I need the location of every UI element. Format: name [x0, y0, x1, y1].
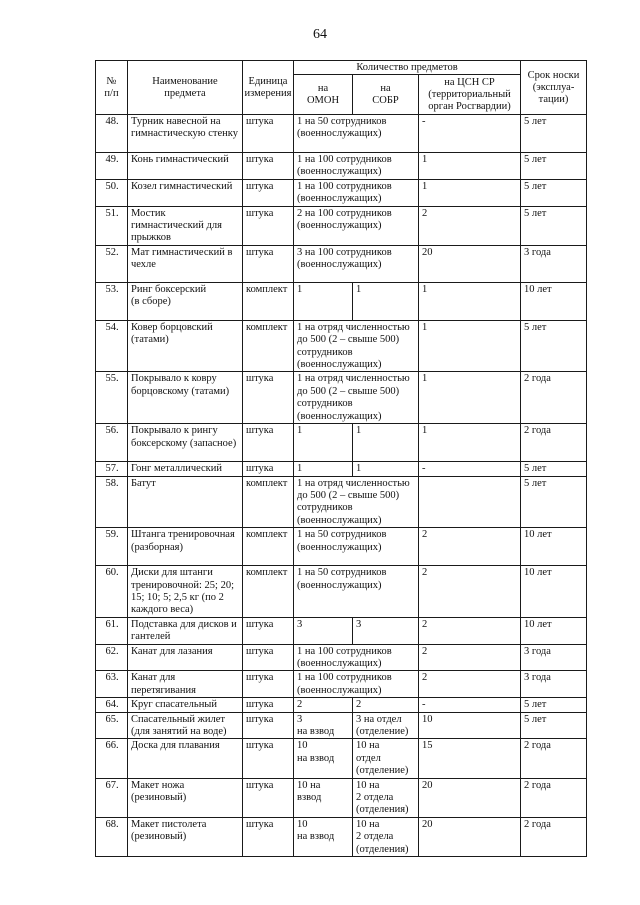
item-name-cell: Гонг металлический	[128, 462, 243, 476]
sobr-quantity-cell: 10 на отдел (отделение)	[353, 739, 419, 778]
header-term: Срок носки (эксплуа- тации)	[521, 61, 587, 115]
sobr-quantity-cell: 10 на 2 отдела (отделения)	[353, 778, 419, 817]
unit-cell: комплект	[243, 320, 294, 372]
unit-cell: штука	[243, 424, 294, 462]
row-number-cell: 62.	[96, 644, 128, 671]
equipment-table	[95, 60, 587, 857]
service-term-cell: 2 года	[521, 739, 587, 778]
row-number-cell: 53.	[96, 282, 128, 320]
item-name-cell: Конь гимнастический	[128, 153, 243, 180]
row-number-cell: 64.	[96, 698, 128, 712]
service-term-cell: 10 лет	[521, 617, 587, 644]
table-row	[96, 320, 587, 372]
omon-sobr-quantity-cell: 1 на 50 сотрудников (военнослужащих)	[294, 566, 419, 618]
service-term-cell: 2 года	[521, 778, 587, 817]
service-term-cell: 5 лет	[521, 698, 587, 712]
row-number-cell: 57.	[96, 462, 128, 476]
service-term-cell: 5 лет	[521, 206, 587, 245]
csn-quantity-cell: 20	[419, 817, 521, 856]
row-number-cell: 65.	[96, 712, 128, 739]
csn-quantity-cell: -	[419, 698, 521, 712]
service-term-cell: 5 лет	[521, 476, 587, 528]
row-number-cell: 51.	[96, 206, 128, 245]
table-row	[96, 115, 587, 153]
csn-quantity-cell: 1	[419, 179, 521, 206]
service-term-cell: 5 лет	[521, 153, 587, 180]
service-term-cell: 5 лет	[521, 320, 587, 372]
page-number: 64	[313, 27, 327, 42]
item-name-cell: Батут	[128, 476, 243, 528]
csn-quantity-cell: -	[419, 115, 521, 153]
table-body	[96, 115, 587, 857]
item-name-cell: Канат для лазания	[128, 644, 243, 671]
item-name-cell: Доска для плавания	[128, 739, 243, 778]
row-number-cell: 54.	[96, 320, 128, 372]
csn-quantity-cell: 2	[419, 566, 521, 618]
row-number-cell: 63.	[96, 671, 128, 698]
table-row	[96, 179, 587, 206]
sobr-quantity-cell: 1	[353, 462, 419, 476]
unit-cell: штука	[243, 712, 294, 739]
header-unit: Единица измерения	[243, 61, 294, 115]
omon-quantity-cell: 10 на взвод	[294, 778, 353, 817]
omon-quantity-cell: 3 на взвод	[294, 712, 353, 739]
csn-quantity-cell: 2	[419, 644, 521, 671]
service-term-cell: 2 года	[521, 424, 587, 462]
row-number-cell: 67.	[96, 778, 128, 817]
header-num: № п/п	[96, 61, 128, 115]
header-csn: на ЦСН СР (территориальный орган Росгвардии)	[419, 75, 521, 115]
csn-quantity-cell: 2	[419, 671, 521, 698]
csn-quantity-cell: 1	[419, 424, 521, 462]
csn-quantity-cell: 15	[419, 739, 521, 778]
table-row	[96, 671, 587, 698]
service-term-cell: 5 лет	[521, 462, 587, 476]
service-term-cell: 3 года	[521, 671, 587, 698]
item-name-cell: Круг спасательный	[128, 698, 243, 712]
row-number-cell: 66.	[96, 739, 128, 778]
omon-sobr-quantity-cell: 1 на отряд численностью до 500 (2 – свыше 500) сотрудников (военнослужащих)	[294, 320, 419, 372]
csn-quantity-cell: 1	[419, 320, 521, 372]
service-term-cell: 5 лет	[521, 115, 587, 153]
table-row	[96, 528, 587, 566]
item-name-cell: Турник навесной на гимнастическую стенку	[128, 115, 243, 153]
sobr-quantity-cell: 3	[353, 617, 419, 644]
service-term-cell: 10 лет	[521, 528, 587, 566]
row-number-cell: 60.	[96, 566, 128, 618]
unit-cell: штука	[243, 644, 294, 671]
table-row	[96, 817, 587, 856]
table-row	[96, 245, 587, 282]
csn-quantity-cell: 2	[419, 528, 521, 566]
header-sobr: на СОБР	[353, 75, 419, 115]
omon-sobr-quantity-cell: 1 на 100 сотрудников (военнослужащих)	[294, 671, 419, 698]
service-term-cell: 3 года	[521, 245, 587, 282]
sobr-quantity-cell: 3 на отдел (отделение)	[353, 712, 419, 739]
unit-cell: штука	[243, 817, 294, 856]
omon-sobr-quantity-cell: 2 на 100 сотрудников (военнослужащих)	[294, 206, 419, 245]
service-term-cell: 2 года	[521, 372, 587, 424]
row-number-cell: 68.	[96, 817, 128, 856]
csn-quantity-cell: 2	[419, 617, 521, 644]
row-number-cell: 48.	[96, 115, 128, 153]
table-row	[96, 206, 587, 245]
unit-cell: штука	[243, 617, 294, 644]
sobr-quantity-cell: 10 на 2 отдела (отделения)	[353, 817, 419, 856]
item-name-cell: Канат для перетягивания	[128, 671, 243, 698]
row-number-cell: 56.	[96, 424, 128, 462]
csn-quantity-cell: 1	[419, 282, 521, 320]
item-name-cell: Мат гимнастический в чехле	[128, 245, 243, 282]
omon-quantity-cell: 10 на взвод	[294, 817, 353, 856]
item-name-cell: Макет пистолета (резиновый)	[128, 817, 243, 856]
omon-quantity-cell: 1	[294, 462, 353, 476]
row-number-cell: 49.	[96, 153, 128, 180]
table-row	[96, 476, 587, 528]
omon-quantity-cell: 2	[294, 698, 353, 712]
item-name-cell: Козел гимнастический	[128, 179, 243, 206]
header-name: Наименование предмета	[128, 61, 243, 115]
item-name-cell: Покрывало к ковру борцовскому (татами)	[128, 372, 243, 424]
omon-quantity-cell: 1	[294, 424, 353, 462]
omon-quantity-cell: 10 на взвод	[294, 739, 353, 778]
item-name-cell: Покрывало к рингу боксерскому (запасное)	[128, 424, 243, 462]
unit-cell: штука	[243, 739, 294, 778]
csn-quantity-cell: 20	[419, 778, 521, 817]
sobr-quantity-cell: 2	[353, 698, 419, 712]
unit-cell: штука	[243, 698, 294, 712]
table-row	[96, 372, 587, 424]
item-name-cell: Ковер борцовский (татами)	[128, 320, 243, 372]
unit-cell: комплект	[243, 566, 294, 618]
item-name-cell: Ринг боксерский (в сборе)	[128, 282, 243, 320]
unit-cell: штука	[243, 778, 294, 817]
omon-sobr-quantity-cell: 1 на 100 сотрудников (военнослужащих)	[294, 153, 419, 180]
table-row	[96, 424, 587, 462]
item-name-cell: Подставка для дисков и гантелей	[128, 617, 243, 644]
csn-quantity-cell	[419, 476, 521, 528]
service-term-cell: 10 лет	[521, 566, 587, 618]
csn-quantity-cell: 2	[419, 206, 521, 245]
table-row	[96, 617, 587, 644]
header-omon: на ОМОН	[294, 75, 353, 115]
table-row	[96, 712, 587, 739]
row-number-cell: 52.	[96, 245, 128, 282]
omon-sobr-quantity-cell: 1 на отряд численностью до 500 (2 – свыше 500) сотрудников (военнослужащих)	[294, 476, 419, 528]
service-term-cell: 5 лет	[521, 712, 587, 739]
unit-cell: штука	[243, 115, 294, 153]
item-name-cell: Мостик гимнастический для прыжков	[128, 206, 243, 245]
service-term-cell: 2 года	[521, 817, 587, 856]
table-row	[96, 644, 587, 671]
table-row	[96, 282, 587, 320]
item-name-cell: Штанга тренировочная (разборная)	[128, 528, 243, 566]
omon-sobr-quantity-cell: 1 на 100 сотрудников (военнослужащих)	[294, 644, 419, 671]
row-number-cell: 61.	[96, 617, 128, 644]
omon-sobr-quantity-cell: 1 на 100 сотрудников (военнослужащих)	[294, 179, 419, 206]
row-number-cell: 50.	[96, 179, 128, 206]
row-number-cell: 55.	[96, 372, 128, 424]
sobr-quantity-cell: 1	[353, 424, 419, 462]
header-quantity-group: Количество предметов	[294, 61, 521, 75]
service-term-cell: 5 лет	[521, 179, 587, 206]
unit-cell: штука	[243, 206, 294, 245]
omon-sobr-quantity-cell: 1 на 50 сотрудников (военнослужащих)	[294, 528, 419, 566]
unit-cell: комплект	[243, 282, 294, 320]
item-name-cell: Макет ножа (резиновый)	[128, 778, 243, 817]
table-row	[96, 153, 587, 180]
table-row	[96, 778, 587, 817]
unit-cell: штука	[243, 245, 294, 282]
csn-quantity-cell: 1	[419, 372, 521, 424]
row-number-cell: 59.	[96, 528, 128, 566]
sobr-quantity-cell: 1	[353, 282, 419, 320]
item-name-cell: Диски для штанги тренировочной: 25; 20; 15; 10; 5; 2,5 кг (по 2 каждого веса)	[128, 566, 243, 618]
omon-sobr-quantity-cell: 1 на отряд численностью до 500 (2 – свыше 500) сотрудников (военнослужащих)	[294, 372, 419, 424]
unit-cell: штука	[243, 462, 294, 476]
unit-cell: штука	[243, 153, 294, 180]
omon-quantity-cell: 1	[294, 282, 353, 320]
row-number-cell: 58.	[96, 476, 128, 528]
csn-quantity-cell: 20	[419, 245, 521, 282]
service-term-cell: 3 года	[521, 644, 587, 671]
unit-cell: штука	[243, 372, 294, 424]
csn-quantity-cell: -	[419, 462, 521, 476]
omon-sobr-quantity-cell: 3 на 100 сотрудников (военнослужащих)	[294, 245, 419, 282]
csn-quantity-cell: 10	[419, 712, 521, 739]
service-term-cell: 10 лет	[521, 282, 587, 320]
table-row	[96, 739, 587, 778]
table-row	[96, 462, 587, 476]
omon-quantity-cell: 3	[294, 617, 353, 644]
item-name-cell: Спасательный жилет (для занятий на воде)	[128, 712, 243, 739]
unit-cell: штука	[243, 671, 294, 698]
table-row	[96, 698, 587, 712]
csn-quantity-cell: 1	[419, 153, 521, 180]
unit-cell: штука	[243, 179, 294, 206]
unit-cell: комплект	[243, 476, 294, 528]
table-row	[96, 566, 587, 618]
unit-cell: комплект	[243, 528, 294, 566]
omon-sobr-quantity-cell: 1 на 50 сотрудников (военнослужащих)	[294, 115, 419, 153]
